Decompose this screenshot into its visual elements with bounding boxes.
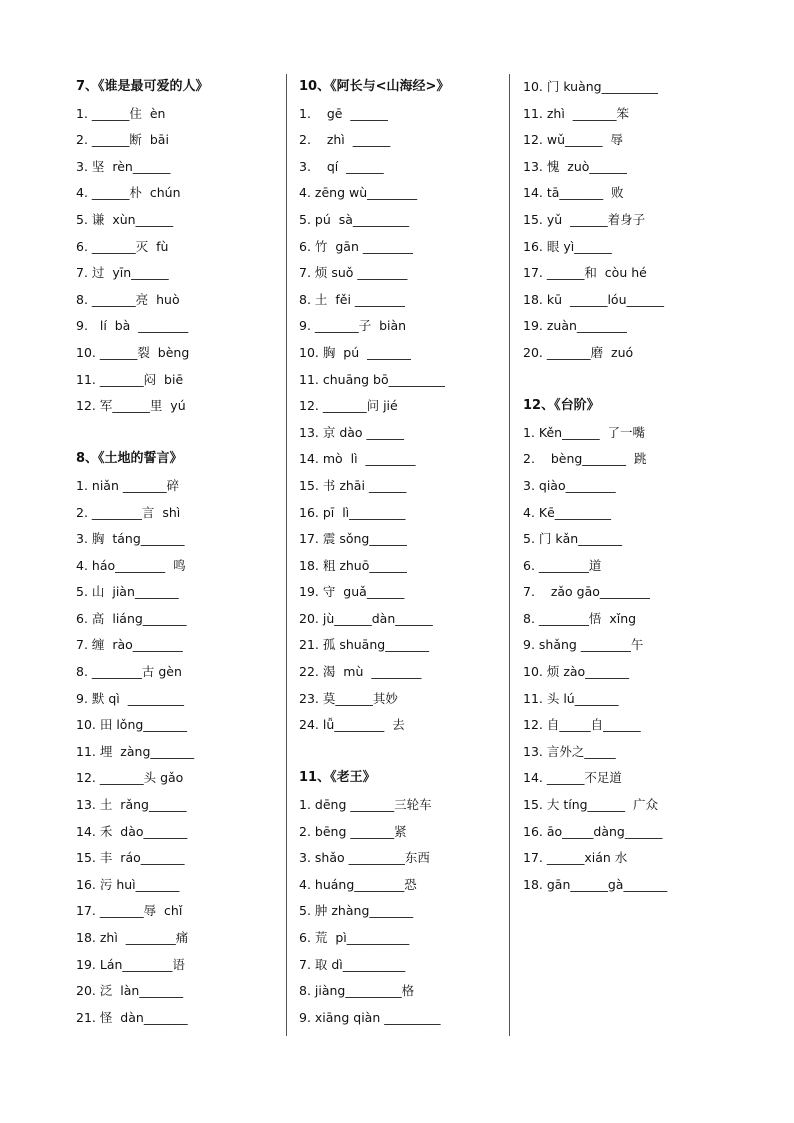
section-title: 7、《谁是最可爱的人》 (76, 79, 209, 94)
exercise-item: 2. zhì ______ (299, 132, 391, 148)
exercise-item: 4. ______朴 chún (76, 185, 181, 201)
exercise-item: 17. 震 sǒng______ (299, 531, 407, 547)
exercise-item: 10. 田 lǒng_______ (76, 717, 188, 733)
exercise-item: 12. 自_____自______ (523, 717, 641, 733)
exercise-item: 8. jiàng_________格 (299, 983, 415, 999)
exercise-item: 22. 渴 mù ________ (299, 664, 422, 680)
exercise-item: 9. lí bà ________ (76, 318, 189, 334)
exercise-item: 18. zhì ________痛 (76, 930, 189, 945)
exercise-item: 5. 谦 xùn______ (76, 211, 174, 227)
exercise-item: 10. 胸 pú _______ (299, 344, 411, 360)
section-title: 12、《台阶》 (523, 398, 600, 414)
exercise-item: 14. mò lì ________ (299, 451, 416, 467)
exercise-item: 11. 埋 zàng_______ (76, 743, 195, 759)
exercise-item: 2. bēng _______紧 (299, 823, 407, 839)
column-divider (509, 74, 510, 1036)
exercise-item: 18. kū ______lóu______ (523, 291, 665, 307)
exercise-item: 20. _______磨 zuó (523, 344, 634, 360)
exercise-item: 14. ______不足道 (523, 770, 622, 786)
exercise-item: 14. 禾 dào_______ (76, 823, 188, 839)
exercise-item: 12. _______头 gǎo (76, 770, 184, 786)
exercise-item: 3. shǎo _________东西 (299, 850, 430, 866)
exercise-item: 5. pú sà_________ (299, 211, 410, 227)
exercise-item: 2. ________言 shì (76, 504, 181, 520)
exercise-item: 11. _______闷 biē (76, 371, 184, 387)
exercise-item: 13. 言外之_____ (523, 743, 616, 759)
exercise-item: 4. huáng________恐 (299, 876, 417, 892)
exercise-item: 15. 书 zhāi ______ (299, 477, 407, 493)
exercise-item: 9. _______子 biàn (299, 318, 407, 334)
exercise-item: 17. ______xián 水 (523, 850, 628, 866)
exercise-item: 19. 守 guǎ______ (299, 584, 405, 600)
exercise-item: 12. _______问 jié (299, 398, 398, 414)
exercise-item: 7. 烦 suǒ ________ (299, 265, 408, 281)
exercise-item: 15. 丰 ráo_______ (76, 850, 185, 866)
exercise-item: 5. 山 jiàn_______ (76, 584, 179, 600)
exercise-item: 11. chuāng bō_________ (299, 371, 445, 387)
exercise-item: 8. 土 fěi ________ (299, 291, 405, 307)
exercise-item: 15. 大 tíng______ 广众 (523, 797, 659, 813)
exercise-item: 4. Kē_________ (523, 504, 612, 520)
exercise-item: 1. Kěn______ 了一嘴 (523, 424, 646, 440)
exercise-item: 1. ______住 èn (76, 105, 166, 121)
section-title: 8、《土地的誓言》 (76, 451, 183, 467)
worksheet-column-2 (299, 74, 504, 1031)
exercise-item: 14. tā_______ 败 (523, 185, 624, 201)
exercise-item: 8. ________悟 xǐng (523, 610, 637, 626)
column-divider (286, 74, 287, 1036)
exercise-item: 9. 默 qì _________ (76, 690, 184, 706)
exercise-item: 3. 坚 rèn______ (76, 158, 171, 174)
exercise-item: 21. 怪 dàn_______ (76, 1009, 188, 1025)
exercise-item: 6. 荒 pì__________ (299, 930, 410, 945)
exercise-item: 3. qí ______ (299, 158, 384, 174)
exercise-item: 17. _______辱 chǐ (76, 903, 183, 919)
exercise-item: 17. ______和 còu hé (523, 265, 647, 281)
exercise-item: 10. ______裂 bèng (76, 344, 190, 360)
exercise-item: 4. zēng wù________ (299, 185, 418, 201)
exercise-item: 7. 过 yīn______ (76, 265, 169, 281)
exercise-item: 11. zhì _______笨 (523, 105, 630, 121)
exercise-item: 13. 愧 zuò______ (523, 158, 627, 174)
exercise-item: 9. shǎng ________午 (523, 637, 644, 653)
exercise-item: 10. 门 kuàng_________ (523, 79, 658, 94)
exercise-item: 7. zǎo gāo________ (523, 584, 650, 600)
section-title: 11、《老王》 (299, 770, 376, 786)
exercise-item: 3. 胸 táng_______ (76, 531, 185, 547)
exercise-item: 12. 军______里 yú (76, 398, 186, 414)
exercise-item: 11. 头 lú_______ (523, 690, 619, 706)
exercise-item: 7. 缠 rào________ (76, 637, 183, 653)
exercise-item: 6. 高 liáng_______ (76, 610, 187, 626)
exercise-item: 12. wǔ______ 辱 (523, 132, 623, 148)
exercise-item: 6. 竹 gān ________ (299, 238, 413, 254)
exercise-item: 1. niǎn _______碎 (76, 477, 180, 493)
exercise-item: 18. gān______gà_______ (523, 876, 668, 892)
exercise-item: 1. dēng _______三轮车 (299, 797, 432, 813)
exercise-item: 6. _______灭 fù (76, 238, 169, 254)
exercise-item: 21. 孤 shuāng_______ (299, 637, 429, 653)
worksheet-column-3 (523, 74, 728, 898)
exercise-item: 20. 泛 làn_______ (76, 983, 184, 999)
exercise-item: 16. āo_____dàng______ (523, 823, 663, 839)
exercise-item: 10. 烦 zào_______ (523, 664, 629, 680)
exercise-item: 5. 门 kǎn_______ (523, 531, 622, 547)
exercise-item: 9. xiāng qiàn _________ (299, 1009, 441, 1025)
exercise-item: 24. lǚ________ 去 (299, 717, 405, 733)
exercise-item: 2. ______断 bāi (76, 132, 169, 148)
exercise-item: 8. ________古 gèn (76, 664, 182, 680)
exercise-item: 18. 粗 zhuō______ (299, 557, 407, 573)
exercise-item: 3. qiào________ (523, 477, 616, 493)
exercise-item: 8. _______亮 huò (76, 291, 180, 307)
exercise-item: 4. háo________ 鸣 (76, 557, 186, 573)
exercise-item: 15. yǔ ______着身子 (523, 211, 646, 227)
exercise-item: 13. 土 rǎng______ (76, 797, 187, 813)
exercise-item: 5. 肿 zhàng_______ (299, 903, 414, 919)
exercise-item: 16. 眼 yì______ (523, 238, 612, 254)
exercise-item: 7. 取 dì__________ (299, 956, 406, 972)
worksheet-column-1 (76, 74, 281, 1031)
exercise-item: 16. pī lì_________ (299, 504, 406, 520)
exercise-item: 2. bèng_______ 跳 (523, 451, 647, 467)
exercise-item: 19. zuàn________ (523, 318, 627, 334)
exercise-item: 1. gē ______ (299, 105, 388, 121)
exercise-item: 6. ________道 (523, 557, 602, 573)
exercise-item: 20. jù______dàn______ (299, 610, 433, 626)
section-title: 10、《阿长与<山海经>》 (299, 79, 450, 94)
exercise-item: 16. 污 huì_______ (76, 876, 180, 892)
exercise-item: 23. 莫______其妙 (299, 690, 398, 706)
exercise-item: 13. 京 dào ______ (299, 424, 405, 440)
exercise-item: 19. Lán________语 (76, 956, 185, 972)
